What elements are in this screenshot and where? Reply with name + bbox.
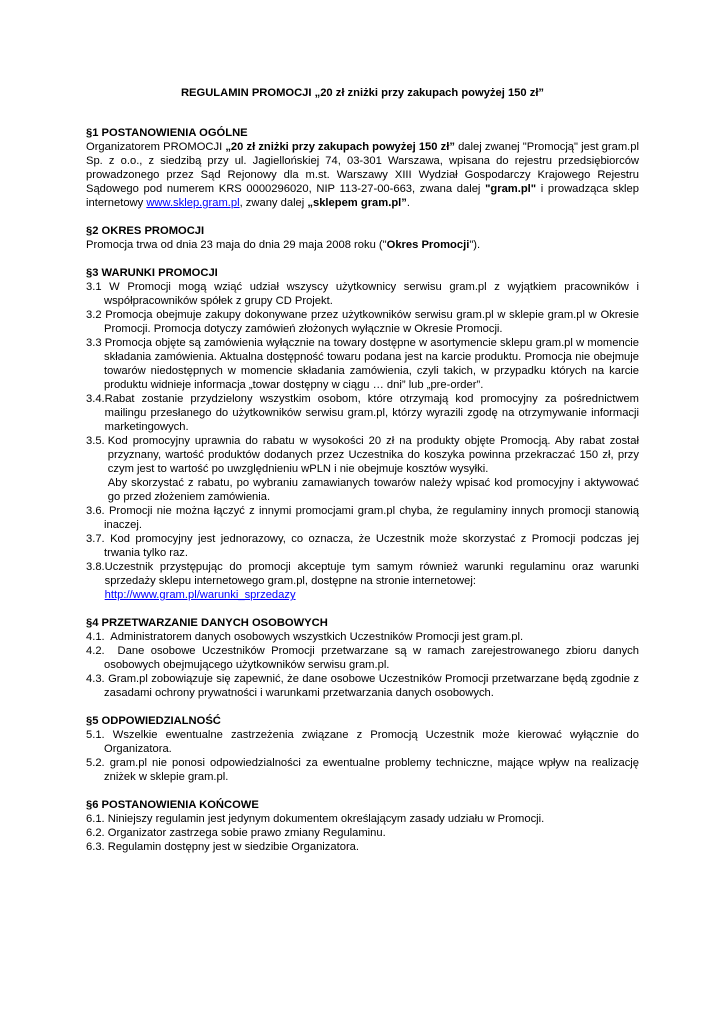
document-page bbox=[86, 86, 643, 854]
section-6 bbox=[86, 798, 639, 854]
s1-text-1: Organizatorem PROMOCJI bbox=[86, 141, 226, 153]
clause-3-3: 3.3 Promocja objęte są zamówienia wyłącznie na towary dostępne w asortymencie sklepu gram.pl w momencie składania zamówienia. Aktualna dostępność towaru podana jest na karcie produktu. Promocja nie obejmuje towarów niedostępnych w momencie składania zamówienia, czyli takich, w przypadku których na karcie produktu widnieje informacja „towar dostępny w ciągu … dni” lub „pre-order”. bbox=[86, 337, 639, 391]
section-1-text bbox=[86, 140, 639, 210]
clause-3-8-body bbox=[105, 560, 639, 602]
section-2 bbox=[86, 224, 639, 252]
clause-4-2: 4.2. Dane osobowe Uczestników Promocji przetwarzane są w ramach zarejestrowanego zbioru danych osobowych obejmującego użytkowników serwisu gram.pl. bbox=[86, 645, 643, 671]
s1-text-5: i prowadząca sklep internetowy bbox=[86, 183, 639, 209]
clause-5-2: 5.2. gram.pl nie ponosi odpowiedzialności za ewentualne problemy techniczne, mające wpływ na realizację zniżek w sklepie gram.pl. bbox=[86, 757, 639, 783]
clause-4-1: 4.1. Administratorem danych osobowych wszystkich Uczestników Promocji jest gram.pl. bbox=[86, 631, 524, 643]
section-5 bbox=[86, 714, 639, 784]
clause-3-1: 3.1 W Promocji mogą wziąć udział wszyscy użytkownicy serwisu gram.pl z wyjątkiem pracowników i współpracowników spółek z grupy CD Projekt. bbox=[86, 281, 639, 307]
s2-text-1: Promocja trwa od dnia 23 maja do dnia 29 maja 2008 roku (" bbox=[86, 239, 387, 251]
s1-text-8: . bbox=[406, 197, 410, 209]
document-title: REGULAMIN PROMOCJI „20 zł zniżki przy zakupach powyżej 150 zł” bbox=[180, 87, 545, 99]
clause-3-8-number: 3.8. bbox=[86, 561, 105, 573]
s1-gram-pl: "gram.pl" bbox=[485, 183, 537, 195]
section-4-heading: §4 PRZETWARZANIE DANYCH OSOBOWYCH bbox=[86, 617, 328, 629]
s2-text-3: "). bbox=[469, 239, 481, 251]
clause-3-7: 3.7. Kod promocyjny jest jednorazowy, co oznacza, że Uczestnik może skorzystać z Promocji podczas jej trwania tylko raz. bbox=[86, 533, 639, 559]
clause-6-1: 6.1. Niniejszy regulamin jest jedynym dokumentem określającym zasady udziału w Promocji. bbox=[86, 813, 545, 825]
clause-3-4-text: Rabat zostanie przydzielony wszystkim osobom, które otrzymają kod promocyjny za pośrednictwem mailingu przesłanego do użytkowników serwisu gram.pl, którzy wyrazili zgodę na otrzymywanie informacji marketingowych. bbox=[104, 393, 639, 433]
section-5-heading: §5 ODPOWIEDZIALNOŚĆ bbox=[86, 715, 221, 727]
clause-3-5-number: 3.5. bbox=[86, 435, 108, 447]
clause-3-5-text-2: Aby skorzystać z rabatu, po wybraniu zamawianych towarów należy wpisać kod promocyjny i aktywować go przed złożeniem zamówienia. bbox=[107, 477, 639, 503]
clause-6-2: 6.2. Organizator zastrzega sobie prawo zmiany Regulaminu. bbox=[86, 827, 386, 839]
section-1 bbox=[86, 126, 639, 210]
s1-sklep-name: „sklepem gram.pl” bbox=[307, 197, 407, 209]
s1-text-3: dalej zwanej "Promocją" jest gram.pl Sp. z o.o., z siedzibą przy ul. Jagiellońskiej 74, 03-301 Warszawa, wpisana do rejestru przedsiębiorców prowadzonego przez Sąd Rejonowy dla m.st. Warszawy XIII Wydział Gospodarczy Krajowego Rejestru Sądowego pod numerem KRS 0000296020, NIP 113-27-00-663, zwana dalej bbox=[86, 141, 639, 195]
clause-3-5-text: Kod promocyjny uprawnia do rabatu w wysokości 20 zł na produkty objęte Promocją. Aby rabat został przyznany, wartość produktów dodanych przez Uczestnika do koszyka powinna przekraczać 150 zł, przy czym jest to wartość po uwzględnieniu wPLN i nie obejmuje kosztów wysyłki. bbox=[107, 435, 639, 475]
s2-okres: Okres Promocji bbox=[386, 239, 470, 251]
sklep-gram-link[interactable]: www.sklep.gram.pl bbox=[146, 197, 240, 209]
clause-3-6: 3.6. Promocji nie można łączyć z innymi promocjami gram.pl chyba, że regulaminy innych promocji stanowią inaczej. bbox=[86, 505, 639, 531]
clause-4-3: 4.3. Gram.pl zobowiązuje się zapewnić, że dane osobowe Uczestników Promocji przetwarzane będą zgodnie z zasadami ochrony prywatności i warunkami przetwarzania danych osobowych. bbox=[86, 673, 639, 699]
s1-text-6: , zwany dalej bbox=[239, 197, 308, 209]
clause-3-4-number: 3.4. bbox=[86, 393, 105, 405]
section-3-heading: §3 WARUNKI PROMOCJI bbox=[86, 267, 218, 279]
warunki-sprzedazy-link[interactable]: http://www.gram.pl/warunki_sprzedazy bbox=[104, 589, 296, 601]
clause-3-5-body bbox=[108, 434, 639, 504]
clause-3-8-text: Uczestnik przystępując do promocji akceptuje tym samym również warunki regulaminu oraz warunki sprzedaży sklepu internetowego gram.pl, dostępne na stronie internetowej: bbox=[104, 561, 639, 587]
clause-3-4 bbox=[86, 392, 639, 434]
section-1-heading: §1 POSTANOWIENIA OGÓLNE bbox=[86, 127, 248, 139]
section-4 bbox=[86, 616, 643, 700]
clause-3-8 bbox=[86, 560, 639, 602]
section-2-heading: §2 OKRES PROMOCJI bbox=[86, 225, 205, 237]
section-2-text bbox=[86, 238, 639, 252]
s1-promo-name: „20 zł zniżki przy zakupach powyżej 150 zł” bbox=[225, 141, 455, 153]
clause-3-5 bbox=[86, 434, 639, 504]
clause-6-3: 6.3. Regulamin dostępny jest w siedzibie Organizatora. bbox=[86, 841, 359, 853]
section-3 bbox=[86, 266, 639, 602]
clause-3-2: 3.2 Promocja obejmuje zakupy dokonywane przez użytkowników serwisu gram.pl w sklepie gram.pl w Okresie Promocji. Promocja dotyczy zamówień złożonych wyłącznie w Okresie Promocji. bbox=[86, 309, 639, 335]
section-6-heading: §6 POSTANOWIENIA KOŃCOWE bbox=[86, 799, 259, 811]
clause-5-1: 5.1. Wszelkie ewentualne zastrzeżenia związane z Promocją Uczestnik może kierować wyłącznie do Organizatora. bbox=[86, 729, 639, 755]
